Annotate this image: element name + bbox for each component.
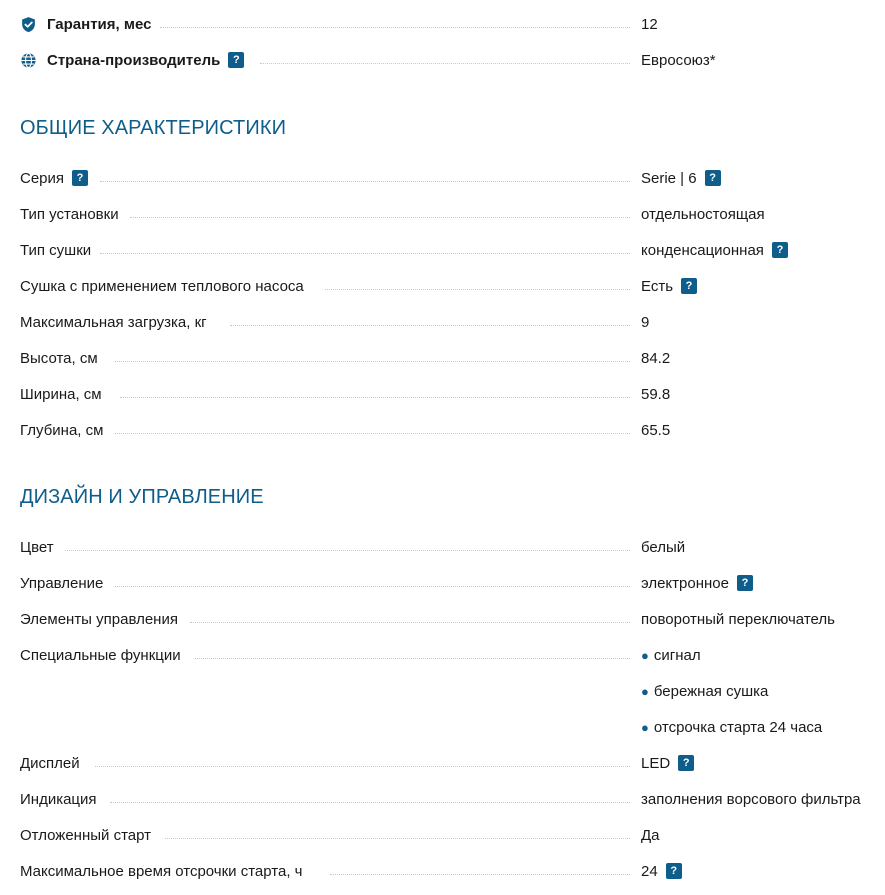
dotted-leader <box>130 217 630 218</box>
spec-value <box>641 679 768 703</box>
dotted-leader <box>230 325 630 326</box>
spec-value <box>641 607 835 631</box>
dotted-leader <box>115 361 630 362</box>
dotted-leader <box>165 838 630 839</box>
spec-row-indication <box>20 787 880 811</box>
spec-value-text: поворотный переключатель <box>641 610 835 628</box>
spec-value-text: LED <box>641 754 671 772</box>
spec-value-text: 59.8 <box>641 385 671 403</box>
spec-label <box>20 418 103 442</box>
dotted-leader <box>120 397 630 398</box>
dotted-leader <box>65 550 630 551</box>
spec-label <box>20 202 119 226</box>
spec-row-controls <box>20 607 880 631</box>
spec-value <box>641 859 682 883</box>
spec-value-text: Serie | 6 <box>641 169 697 187</box>
spec-value <box>641 751 694 775</box>
help-icon[interactable]: ? <box>228 52 244 68</box>
spec-value-text: белый <box>641 538 686 556</box>
spec-value-text: Евросоюз* <box>641 51 716 69</box>
spec-row-country <box>20 48 880 72</box>
spec-row-height <box>20 346 880 370</box>
spec-label <box>20 787 97 811</box>
spec-row-width <box>20 382 880 406</box>
spec-value <box>641 787 861 811</box>
spec-value <box>641 418 670 442</box>
spec-label <box>20 382 102 406</box>
spec-label <box>20 12 151 36</box>
spec-value <box>641 274 697 298</box>
help-icon[interactable]: ? <box>705 170 721 186</box>
spec-label-text: Тип установки <box>20 205 119 223</box>
spec-label <box>20 535 54 559</box>
spec-value-text: бережная сушка <box>653 682 769 700</box>
spec-label-text: Тип сушки <box>20 241 92 259</box>
spec-value <box>641 535 685 559</box>
spec-row-max-delay <box>20 859 880 883</box>
spec-label <box>20 859 302 883</box>
spec-value <box>641 571 753 595</box>
dotted-leader <box>195 658 630 659</box>
spec-label-text: Цвет <box>20 538 54 556</box>
spec-label <box>20 571 103 595</box>
spec-label-text: Специальные функции <box>20 646 181 664</box>
spec-value-text: электронное <box>641 574 729 592</box>
spec-row-heat-pump <box>20 274 880 298</box>
spec-label-text: Гарантия, мес <box>47 15 152 33</box>
spec-label-text: Максимальное время отсрочки старта, ч <box>20 862 303 880</box>
help-icon[interactable]: ? <box>666 863 682 879</box>
spec-label-text: Индикация <box>20 790 97 808</box>
spec-label <box>20 346 98 370</box>
dotted-leader <box>115 433 630 434</box>
dotted-leader <box>95 766 630 767</box>
spec-label <box>20 238 91 262</box>
spec-value <box>641 310 649 334</box>
spec-row-special <box>20 643 880 667</box>
spec-label-text: Отложенный старт <box>20 826 152 844</box>
spec-label-text: Высота, см <box>20 349 98 367</box>
spec-value-text: Есть <box>641 277 674 295</box>
bullet-icon: ● <box>641 647 649 663</box>
spec-label-text: Сушка с применением теплового насоса <box>20 277 304 295</box>
spec-value-text: 84.2 <box>641 349 671 367</box>
bullet-icon: ● <box>641 719 649 735</box>
dotted-leader <box>160 27 630 28</box>
section-title-design: ДИЗАЙН И УПРАВЛЕНИЕ <box>20 486 264 508</box>
help-icon[interactable]: ? <box>681 278 697 294</box>
shield-check-icon <box>20 16 37 33</box>
spec-row-series <box>20 166 880 190</box>
spec-row-special-cont <box>20 679 880 703</box>
spec-label-text: Ширина, см <box>20 385 102 403</box>
spec-label-text: Страна-производитель <box>47 51 221 69</box>
spec-label-text: Элементы управления <box>20 610 178 628</box>
help-icon[interactable]: ? <box>737 575 753 591</box>
spec-value <box>641 202 765 226</box>
spec-value <box>641 715 822 739</box>
spec-label <box>20 751 80 775</box>
spec-value-text: отдельностоящая <box>641 205 765 223</box>
help-icon[interactable]: ? <box>678 755 694 771</box>
spec-label <box>20 166 88 190</box>
spec-row-install-type <box>20 202 880 226</box>
spec-value <box>641 382 670 406</box>
spec-value-text: 24 <box>641 862 658 880</box>
dotted-leader <box>100 253 630 254</box>
spec-value <box>641 346 670 370</box>
dotted-leader <box>110 802 630 803</box>
spec-value-text: отсрочка старта 24 часа <box>653 718 823 736</box>
spec-value <box>641 643 701 667</box>
dotted-leader <box>330 874 630 875</box>
spec-value <box>641 12 658 36</box>
spec-label-text: Максимальная загрузка, кг <box>20 313 207 331</box>
spec-label-text: Серия <box>20 169 65 187</box>
spec-value-text: Да <box>641 826 660 844</box>
bullet-icon: ● <box>641 683 649 699</box>
spec-label <box>20 274 304 298</box>
spec-label-text: Глубина, см <box>20 421 104 439</box>
spec-label <box>20 48 244 72</box>
spec-value <box>641 166 721 190</box>
spec-row-special-cont <box>20 715 880 739</box>
spec-label <box>20 310 207 334</box>
spec-label-text: Дисплей <box>20 754 80 772</box>
spec-value-text: сигнал <box>653 646 701 664</box>
spec-row-delayed-start <box>20 823 880 847</box>
spec-value-text: конденсационная <box>641 241 764 259</box>
spec-row-warranty <box>20 12 880 36</box>
spec-label-text: Управление <box>20 574 104 592</box>
globe-icon <box>20 52 37 69</box>
spec-value-text: 12 <box>641 15 658 33</box>
spec-value <box>641 238 788 262</box>
spec-row-control <box>20 571 880 595</box>
dotted-leader <box>115 586 630 587</box>
spec-value-text: 9 <box>641 313 650 331</box>
spec-row-max-load <box>20 310 880 334</box>
help-icon[interactable]: ? <box>72 170 88 186</box>
section-title-general: ОБЩИЕ ХАРАКТЕРИСТИКИ <box>20 117 287 139</box>
spec-row-display <box>20 751 880 775</box>
spec-value-text: 65.5 <box>641 421 671 439</box>
dotted-leader <box>100 181 630 182</box>
spec-label <box>20 643 181 667</box>
dotted-leader <box>325 289 630 290</box>
dotted-leader <box>190 622 630 623</box>
spec-row-depth <box>20 418 880 442</box>
spec-row-dry-type <box>20 238 880 262</box>
spec-label <box>20 607 178 631</box>
spec-value-text: заполнения ворсового фильтра <box>641 790 861 808</box>
dotted-leader <box>260 63 630 64</box>
spec-value <box>641 48 716 72</box>
help-icon[interactable]: ? <box>772 242 788 258</box>
spec-row-color <box>20 535 880 559</box>
spec-label <box>20 823 151 847</box>
spec-value <box>641 823 660 847</box>
